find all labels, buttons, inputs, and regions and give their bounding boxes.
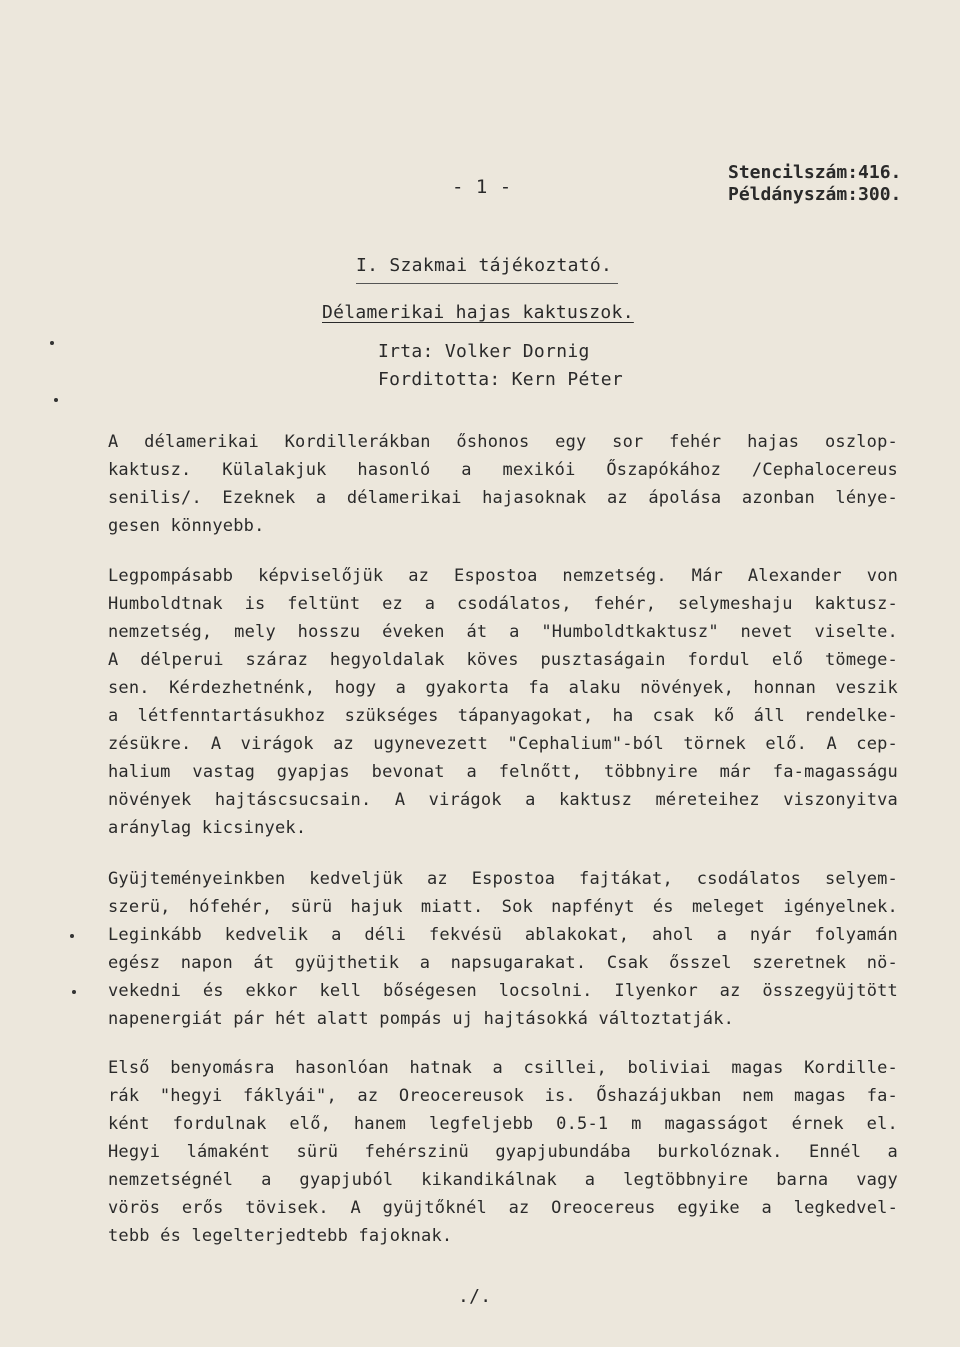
- margin-speck: [50, 341, 54, 345]
- paragraph-line: zésükre. A virágok az ugynevezett "Cephalium"-ból törnek elő. A cep-: [108, 734, 898, 754]
- paragraph-line: ként fordulnak elő, hanem legfeljebb 0.5-1 m magasságot érnek el.: [108, 1114, 898, 1134]
- paragraph-line: sen. Kérdezhetnénk, hogy a gyakorta fa alaku növények, honnan veszik: [108, 678, 898, 698]
- paragraph-line: rák "hegyi fáklyái", az Oreocereusok is. Őshazájukban nem magas fa-: [108, 1086, 898, 1106]
- paragraph-line: senilis/. Ezeknek a délamerikai hajasoknak az ápolása azonban lénye-: [108, 488, 898, 508]
- page-number: - 1 -: [452, 176, 512, 198]
- margin-speck: [72, 990, 76, 994]
- paragraph-line: szerü, hófehér, sürü hajuk miatt. Sok napfényt és meleget igényelnek.: [108, 897, 898, 917]
- section-title: I. Szakmai tájékoztató.: [356, 255, 613, 276]
- copy-count: Példányszám:300.: [728, 184, 902, 205]
- paragraph-line: halium vastag gyapjas bevonat a felnőtt, többnyire már fa-magasságu: [108, 762, 898, 782]
- paragraph-line: napenergiát pár hét alatt pompás uj hajtásokká változtatják.: [108, 1009, 735, 1029]
- paragraph-line: Gyüjteményeinkben kedveljük az Espostoa fajtákat, csodálatos selyem-: [108, 869, 898, 889]
- margin-speck: [70, 934, 74, 938]
- paragraph-line: Legpompásabb képviselőjük az Espostoa nemzetség. Már Alexander von: [108, 566, 898, 586]
- stencil-number: Stencilszám:416.: [728, 162, 902, 183]
- paragraph-line: nemzetség, mely hosszu éveken át a "Humboldtkaktusz" nevet viselte.: [108, 622, 898, 642]
- paragraph-line: egész napon át gyüjthetik a napsugarakat. Csak ősszel szeretnek nö-: [108, 953, 898, 973]
- paragraph-line: vörös erős tövisek. A gyüjtőknél az Oreocereus egyike a legkedvel-: [108, 1198, 898, 1218]
- article-title: Délamerikai hajas kaktuszok.: [322, 302, 634, 323]
- paragraph-line: a létfenntartásukhoz szükséges tápanyagokat, ha csak kő áll rendelke-: [108, 706, 898, 726]
- paragraph-line: Első benyomásra hasonlóan hatnak a csillei, boliviai magas Kordille-: [108, 1058, 898, 1078]
- paragraph-line: tebb és legelterjedtebb fajoknak.: [108, 1226, 453, 1246]
- paragraph-line: A délamerikai Kordillerákban őshonos egy sor fehér hajas oszlop-: [108, 432, 898, 452]
- paragraph-line: Leginkább kedvelik a déli fekvésü ablakokat, ahol a nyár folyamán: [108, 925, 898, 945]
- paragraph-line: gesen könnyebb.: [108, 516, 265, 536]
- margin-speck: [54, 398, 58, 402]
- paragraph-line: A délperui száraz hegyoldalak köves pusztaságain fordul elő tömege-: [108, 650, 898, 670]
- paragraph-line: nemzetségnél a gyapjuból kikandikálnak a legtöbbnyire barna vagy: [108, 1170, 898, 1190]
- translator-line: Forditotta: Kern Péter: [378, 369, 624, 390]
- paragraph-line: vekedni és ekkor kell bőségesen locsolni. Ilyenkor az összegyüjtött: [108, 981, 898, 1001]
- continuation-mark: ./.: [458, 1286, 492, 1307]
- paragraph-line: Humboldtnak is feltünt ez a csodálatos, fehér, selymeshaju kaktusz-: [108, 594, 898, 614]
- paragraph-line: növények hajtáscsucsain. A virágok a kaktusz méreteihez viszonyitva: [108, 790, 898, 810]
- paragraph-line: kaktusz. Külalakjuk hasonló a mexikói Őszapókához /Cephalocereus: [108, 460, 898, 480]
- section-title-rule: [356, 283, 618, 284]
- paragraph-line: Hegyi lámaként sürü fehérszinü gyapjubundába burkolóznak. Ennél a: [108, 1142, 898, 1162]
- paragraph-line: aránylag kicsinyek.: [108, 818, 307, 838]
- author-line: Irta: Volker Dornig: [378, 341, 590, 362]
